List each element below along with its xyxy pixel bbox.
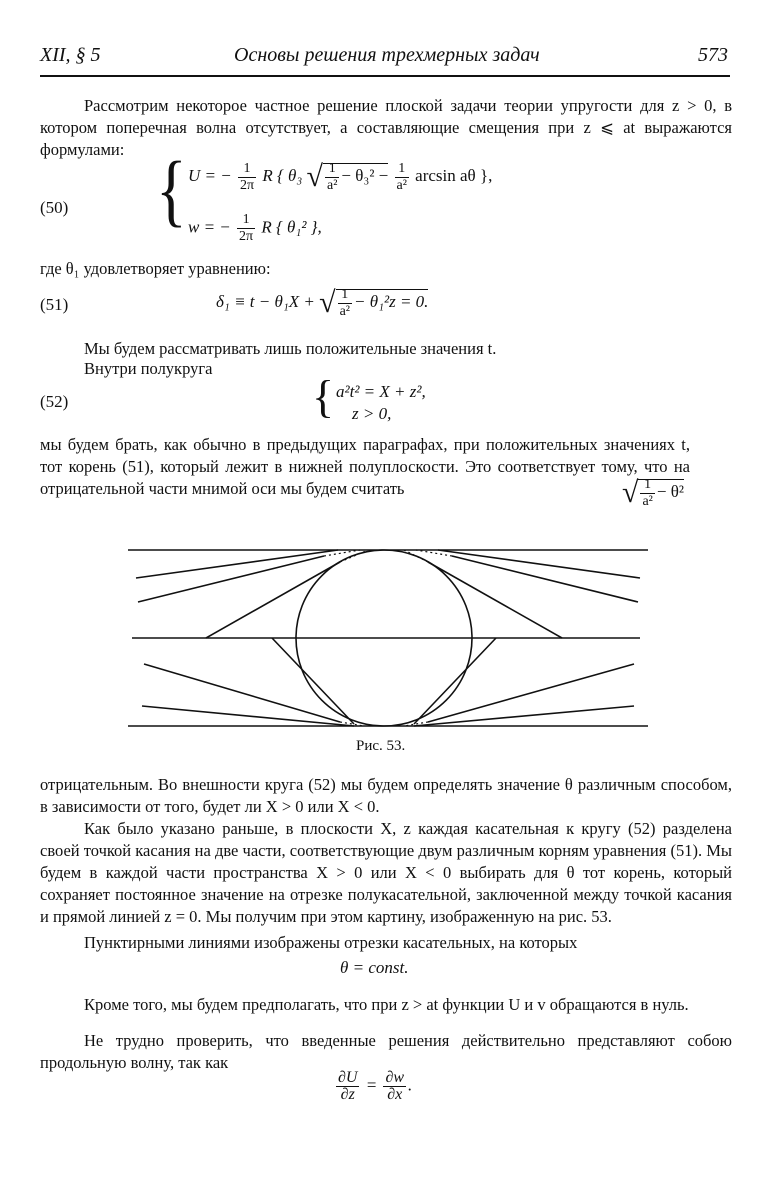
eq50-l2-frac bbox=[237, 212, 255, 245]
eq51-sqrt-tail: − θ₁²z = 0. bbox=[354, 291, 429, 311]
paragraph-longitudinal: Не трудно проверить, что введенные решения действительно представляют собою продольную волну, так как bbox=[40, 1031, 732, 1072]
eq50-l2-body: R { θ₁² }, bbox=[261, 217, 322, 237]
eq50-l1-frac bbox=[238, 161, 256, 194]
paragraph-exterior: отрицательным. Во внешности круга (52) мы будем определять значение θ различным способом, в зависимости от того, будет ли X > 0 или X < 0. bbox=[40, 775, 732, 816]
sqrt-symbol: √ bbox=[319, 286, 336, 319]
frac-den: ∂x bbox=[387, 1086, 403, 1103]
paragraph-theta-condition: где θ₁ удовлетворяет уравнению: bbox=[40, 259, 271, 278]
figure-caption: Рис. 53. bbox=[356, 738, 406, 754]
eq51-lhs: δ₁ ≡ t − θ₁X + bbox=[216, 291, 315, 311]
figure-53 bbox=[128, 536, 648, 736]
frac-num: 1 bbox=[238, 161, 256, 178]
eq50-arcsin: arcsin aθ }, bbox=[415, 165, 493, 185]
figure-tangent-l3 bbox=[206, 562, 340, 638]
figure-tangent-r2 bbox=[452, 556, 638, 602]
figure-tangent-r4 bbox=[428, 664, 634, 722]
eq50-sqrt-frac bbox=[325, 161, 339, 194]
running-head-section: XII, § 5 bbox=[40, 44, 101, 66]
frac-den: a² bbox=[642, 493, 653, 509]
eq50-arcsin-frac bbox=[395, 161, 409, 194]
frac-num: 1 bbox=[237, 212, 255, 229]
eq51-frac bbox=[338, 287, 352, 320]
paragraph-vanish: Кроме того, мы будем предполагать, что при z > at функции U и v обращаются в нуль. bbox=[84, 995, 689, 1014]
figure-tangent-r6 bbox=[414, 638, 496, 724]
running-head-title: Основы решения трехмерных задач bbox=[234, 44, 540, 66]
final-equals: = bbox=[365, 1075, 378, 1095]
equation-52-line2: z > 0, bbox=[352, 404, 392, 423]
figure-tangent-l4 bbox=[144, 664, 340, 722]
equation-50-line1 bbox=[188, 160, 492, 194]
equation-theta-const: θ = const. bbox=[340, 958, 409, 977]
figure-tangent-l1 bbox=[136, 550, 338, 578]
frac-num: 1 bbox=[640, 477, 654, 494]
eq50-sqrt-radicand bbox=[323, 160, 389, 193]
sqrt-symbol: √ bbox=[622, 476, 639, 509]
equation-52-label: (52) bbox=[40, 392, 69, 411]
paragraph-dashed-lines: Пунктирными линиями изображены отрезки касательных, на которых bbox=[84, 933, 578, 952]
equation-51-label: (51) bbox=[40, 295, 69, 314]
paragraph-positive-t: Мы будем рассматривать лишь положительные значения t. bbox=[84, 339, 497, 358]
frac-num: 1 bbox=[338, 287, 352, 304]
figure-tangent-l2 bbox=[138, 556, 324, 602]
frac-den: ∂z bbox=[340, 1086, 355, 1103]
final-dot: . bbox=[408, 1075, 413, 1095]
figure-tangent-r3 bbox=[428, 562, 562, 638]
frac-num: ∂U bbox=[338, 1069, 358, 1086]
inline-sqrt bbox=[622, 476, 684, 510]
eq50-sqrt-tail: − θ₃² − bbox=[341, 165, 389, 185]
paragraph-root-choice: мы будем брать, как обычно в предыдущих параграфах, при положительных значениях t, тот корень (51), который лежит в нижней полуплоскости. Это соответствует тому, что на отрицательной части мнимой оси мы будем считать bbox=[40, 435, 690, 498]
eq50-l1-body: R { θ₃ bbox=[262, 165, 303, 185]
frac-den: a² bbox=[339, 303, 350, 319]
inline-sqrt-tail: − θ² bbox=[656, 481, 684, 501]
figure-tangent-l6 bbox=[272, 638, 354, 724]
frac-num: 1 bbox=[395, 161, 409, 178]
final-frac-left bbox=[336, 1070, 359, 1103]
equation-50-label: (50) bbox=[40, 198, 69, 217]
paragraph-tangents: Как было указано раньше, в плоскости X, z каждая касательная к кругу (52) разделена своей точкой касания на две части, соответствующие двум различным корням уравнения (51). Мы будем в каждой части пространства X > 0 или X < 0 выбирать для θ тот корень, который сохраняет постоянное значение на отрезке полукасательной, заключенной между точкой касания и прямой линией z = 0. Мы получим при этом картину, изображенную на рис. 53. bbox=[40, 819, 732, 926]
equation-52-line1: a²t² = X + z², bbox=[336, 382, 426, 401]
frac-den: a² bbox=[326, 177, 338, 193]
frac-num: ∂w bbox=[385, 1069, 405, 1086]
equation-50-line2 bbox=[188, 212, 322, 245]
page-number: 573 bbox=[698, 44, 728, 66]
equation-52-brace: { bbox=[312, 371, 335, 422]
equation-50-brace: { bbox=[156, 145, 187, 234]
paragraph-inside-semicircle: Внутри полукруга bbox=[84, 359, 213, 378]
eq51-sqrt-radicand bbox=[336, 286, 429, 319]
paragraph-intro: Рассмотрим некоторое частное решение плоской задачи теории упругости для z > 0, в котором поперечная волна отсутствует, а составляющие смещения при z ⩽ at выражаются формулами: bbox=[40, 96, 732, 159]
final-frac-right bbox=[383, 1070, 406, 1103]
inline-sqrt-frac bbox=[640, 477, 654, 510]
header-rule bbox=[40, 75, 730, 77]
eq50-l2-lhs: w = − bbox=[188, 217, 231, 237]
eq50-l1-lhs: U = − bbox=[188, 165, 232, 185]
frac-den: 2π bbox=[239, 177, 255, 193]
equation-final bbox=[334, 1070, 412, 1103]
frac-den: a² bbox=[396, 177, 407, 193]
sqrt-symbol: √ bbox=[306, 160, 323, 193]
frac-num: 1 bbox=[325, 161, 339, 178]
inline-sqrt-radicand bbox=[638, 476, 684, 509]
equation-51 bbox=[216, 286, 428, 320]
frac-den: 2π bbox=[239, 229, 254, 244]
figure-tangent-r1 bbox=[438, 550, 640, 578]
